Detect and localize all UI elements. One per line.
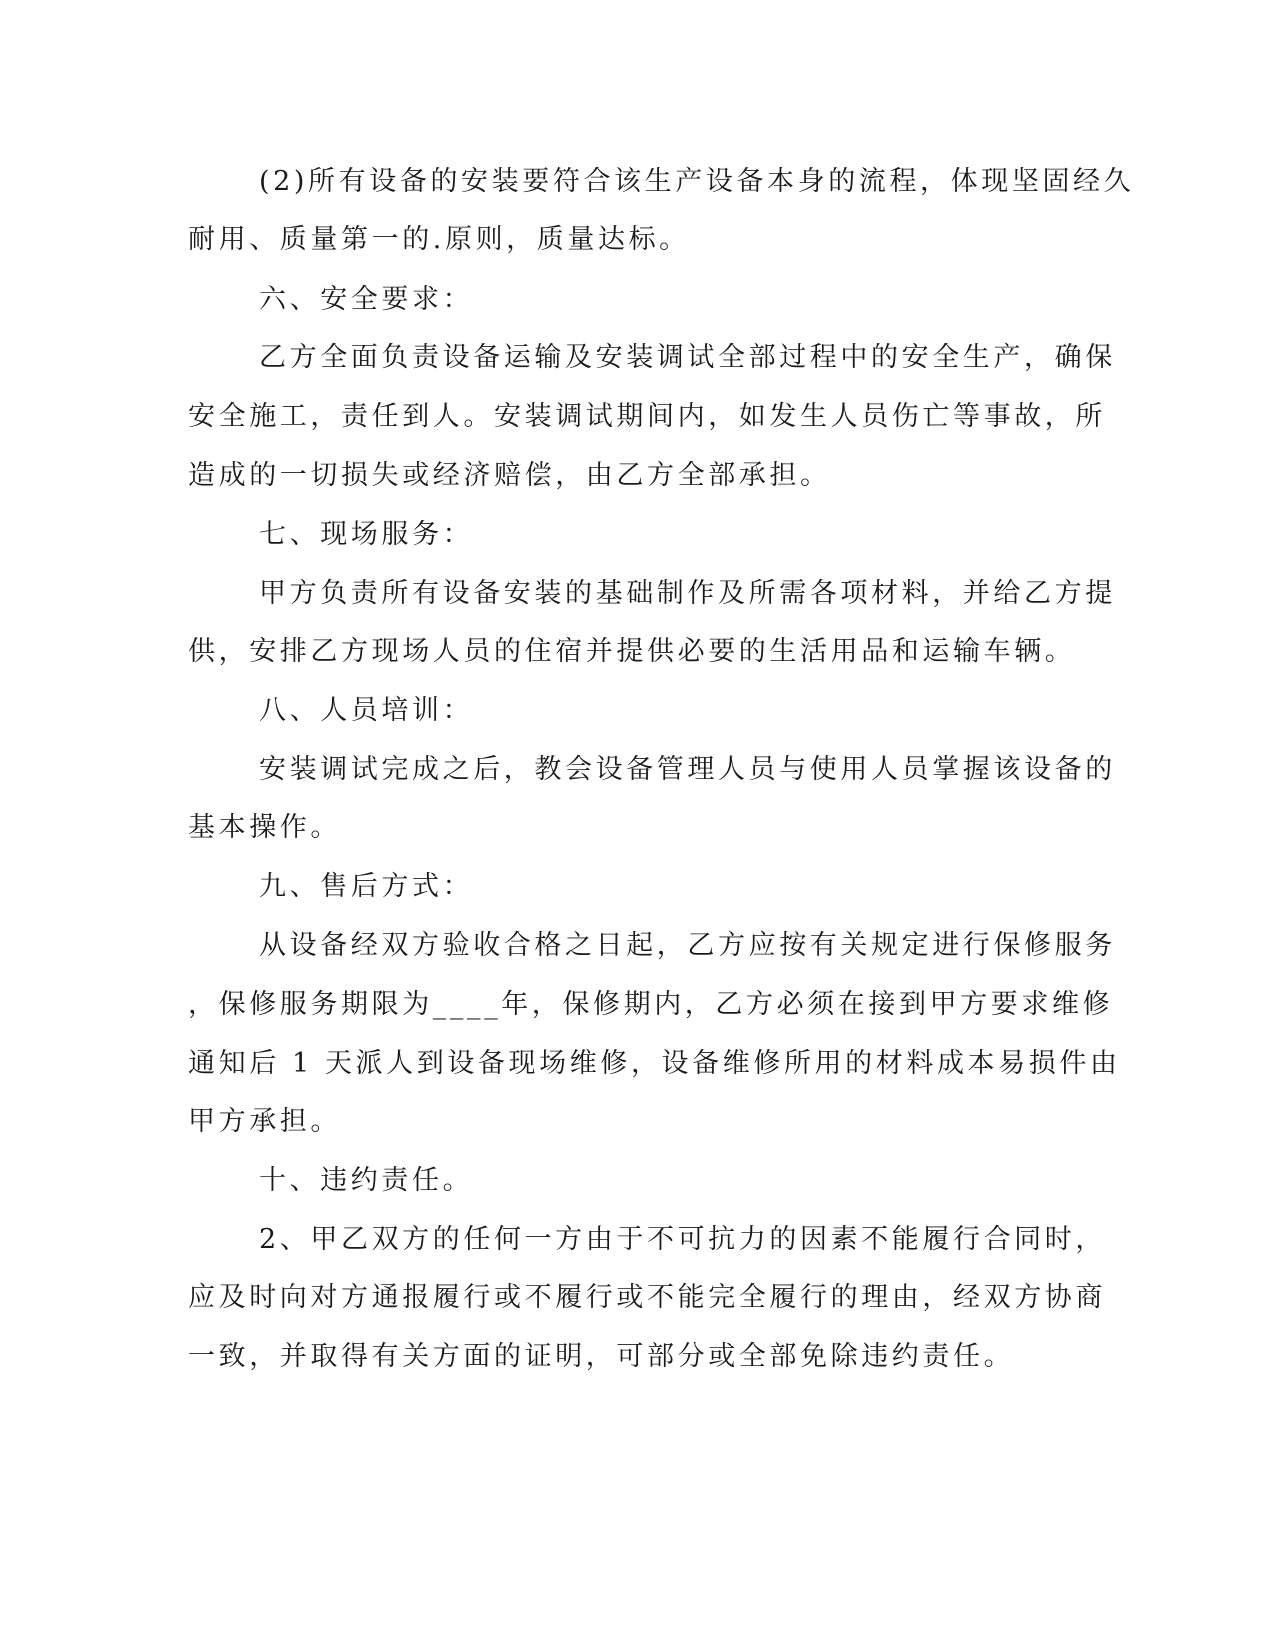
- paragraph-line: 从设备经双方验收合格之日起，乙方应按有关规定进行保修服务: [259, 930, 1116, 961]
- paragraph-line: 安装调试完成之后，教会设备管理人员与使用人员掌握该设备的: [259, 754, 1116, 785]
- paragraph-line: 甲方负责所有设备安装的基础制作及所需各项材料，并给乙方提: [259, 578, 1116, 609]
- section-heading-safety: 六、安全要求：: [259, 284, 474, 315]
- paragraph-line: 基本操作。: [188, 812, 341, 843]
- paragraph-line: 一致，并取得有关方面的证明，可部分或全部免除违约责任。: [188, 1341, 1015, 1372]
- section-heading-liability: 十、违约责任。: [259, 1165, 474, 1196]
- paragraph-line: 应及时向对方通报履行或不履行或不能完全履行的理由，经双方协商: [188, 1282, 1106, 1313]
- paragraph-line: 通知后 1 天派人到设备现场维修，设备维修所用的材料成本易损件由: [188, 1048, 1121, 1079]
- paragraph-line: 供，安排乙方现场人员的住宿并提供必要的生活用品和运输车辆。: [188, 636, 1076, 667]
- paragraph-line: 安全施工，责任到人。安装调试期间内，如发生人员伤亡等事故，所: [188, 401, 1106, 432]
- paragraph-line: ，保修服务期限为____年，保修期内，乙方必须在接到甲方要求维修: [188, 989, 1114, 1020]
- paragraph-line: 甲方承担。: [188, 1106, 341, 1137]
- paragraph-line: 造成的一切损失或经济赔偿，由乙方全部承担。: [188, 460, 831, 491]
- paragraph-line: (2)所有设备的安装要符合该生产设备本身的流程，体现坚固经久: [259, 166, 1135, 197]
- paragraph-line: 耐用、质量第一的.原则，质量达标。: [188, 224, 690, 255]
- section-heading-training: 八、人员培训：: [259, 695, 474, 726]
- section-heading-after-sales: 九、售后方式：: [259, 871, 474, 902]
- section-heading-onsite-service: 七、现场服务：: [259, 519, 474, 550]
- paragraph-line: 2、甲乙双方的任何一方由于不可抗力的因素不能履行合同时，: [259, 1224, 1106, 1255]
- paragraph-line: 乙方全面负责设备运输及安装调试全部过程中的安全生产，确保: [259, 342, 1116, 373]
